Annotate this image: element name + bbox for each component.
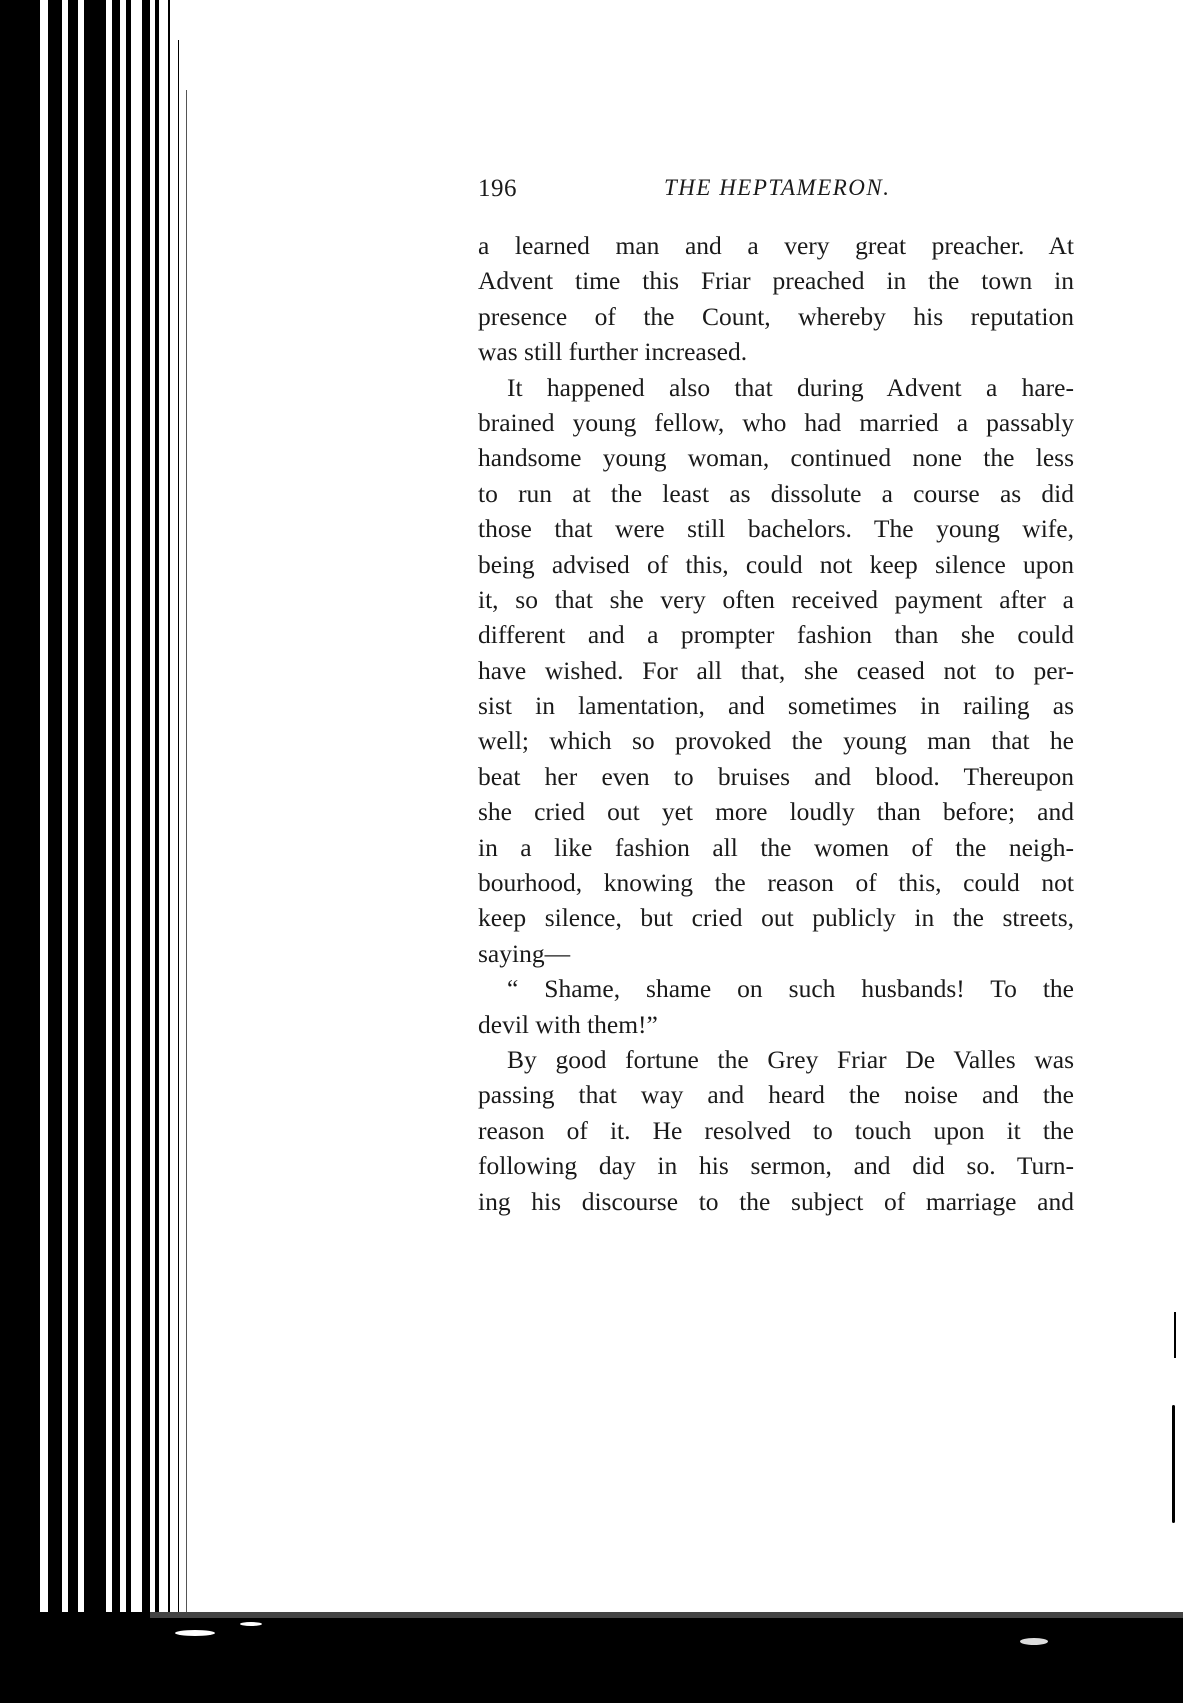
text-line: bourhood, knowing the reason of this, could not bbox=[478, 868, 1074, 898]
text-line: handsome young woman, continued none the less bbox=[478, 443, 1074, 473]
running-title: THE HEPTAMERON. bbox=[664, 175, 891, 200]
page-edge-strip bbox=[126, 0, 131, 1703]
text-line: “ Shame, shame on such husbands! To the bbox=[507, 974, 1074, 1004]
text-line: to run at the least as dissolute a course as did bbox=[478, 478, 1074, 508]
text-line: presence of the Count, whereby his reputation bbox=[478, 301, 1074, 331]
page-edge-strip bbox=[142, 0, 150, 1703]
text-line: well; which so provoked the young man that he bbox=[478, 726, 1074, 756]
text-line: passing that way and heard the noise and the bbox=[478, 1080, 1074, 1110]
binding-shadow bbox=[0, 0, 40, 1703]
text-line: she cried out yet more loudly than before; and bbox=[478, 797, 1074, 827]
bottom-edge-highlight bbox=[150, 1612, 1183, 1618]
text-line: it, so that she very often received payment after a bbox=[478, 584, 1074, 614]
text-line: It happened also that during Advent a hare- bbox=[507, 372, 1074, 402]
page-number: 196 bbox=[478, 175, 517, 202]
page-edge-line bbox=[186, 90, 187, 1612]
page-edge-line bbox=[178, 40, 179, 1612]
page-edge-line bbox=[168, 0, 170, 1612]
text-line: By good fortune the Grey Friar De Valles was bbox=[507, 1044, 1074, 1074]
page-edge-binding bbox=[0, 0, 190, 1703]
right-edge-mark bbox=[1174, 1312, 1176, 1358]
page-edge-strip bbox=[155, 0, 159, 1703]
page-header bbox=[478, 175, 1073, 209]
text-line: devil with them!” bbox=[478, 1009, 658, 1039]
right-edge-mark bbox=[1172, 1405, 1175, 1523]
bottom-edge-speck bbox=[175, 1630, 215, 1636]
text-line: being advised of this, could not keep silence upon bbox=[478, 549, 1074, 579]
text-line: a learned man and a very great preacher. At bbox=[478, 231, 1074, 260]
text-line: keep silence, but cried out publicly in the streets, bbox=[478, 903, 1074, 933]
text-line: sist in lamentation, and sometimes in railing as bbox=[478, 691, 1074, 721]
text-line: Advent time this Friar preached in the town in bbox=[478, 266, 1074, 296]
page-edge-strip bbox=[112, 0, 120, 1703]
text-line: those that were still bachelors. The young wife, bbox=[478, 514, 1074, 544]
bottom-page-edge bbox=[0, 1612, 1183, 1703]
bottom-edge-speck bbox=[240, 1622, 262, 1626]
page-edge-strip bbox=[84, 0, 106, 1703]
body-text bbox=[478, 228, 1074, 1219]
text-line: different and a prompter fashion than she could bbox=[478, 620, 1074, 650]
text-line: was still further increased. bbox=[478, 337, 748, 367]
text-line: following day in his sermon, and did so. Turn- bbox=[478, 1151, 1074, 1181]
page-edge-strip bbox=[48, 0, 62, 1703]
text-line: reason of it. He resolved to touch upon it the bbox=[478, 1115, 1074, 1145]
text-line: ing his discourse to the subject of marriage and bbox=[478, 1186, 1074, 1216]
text-line: saying— bbox=[478, 938, 571, 968]
page-edge-strip bbox=[68, 0, 78, 1703]
text-line: in a like fashion all the women of the neigh- bbox=[478, 832, 1074, 862]
text-line: beat her even to bruises and blood. Thereupon bbox=[478, 761, 1074, 791]
text-line: have wished. For all that, she ceased not to per- bbox=[478, 655, 1074, 685]
text-line: brained young fellow, who had married a passably bbox=[478, 407, 1074, 437]
bottom-edge-speck bbox=[1020, 1638, 1048, 1645]
